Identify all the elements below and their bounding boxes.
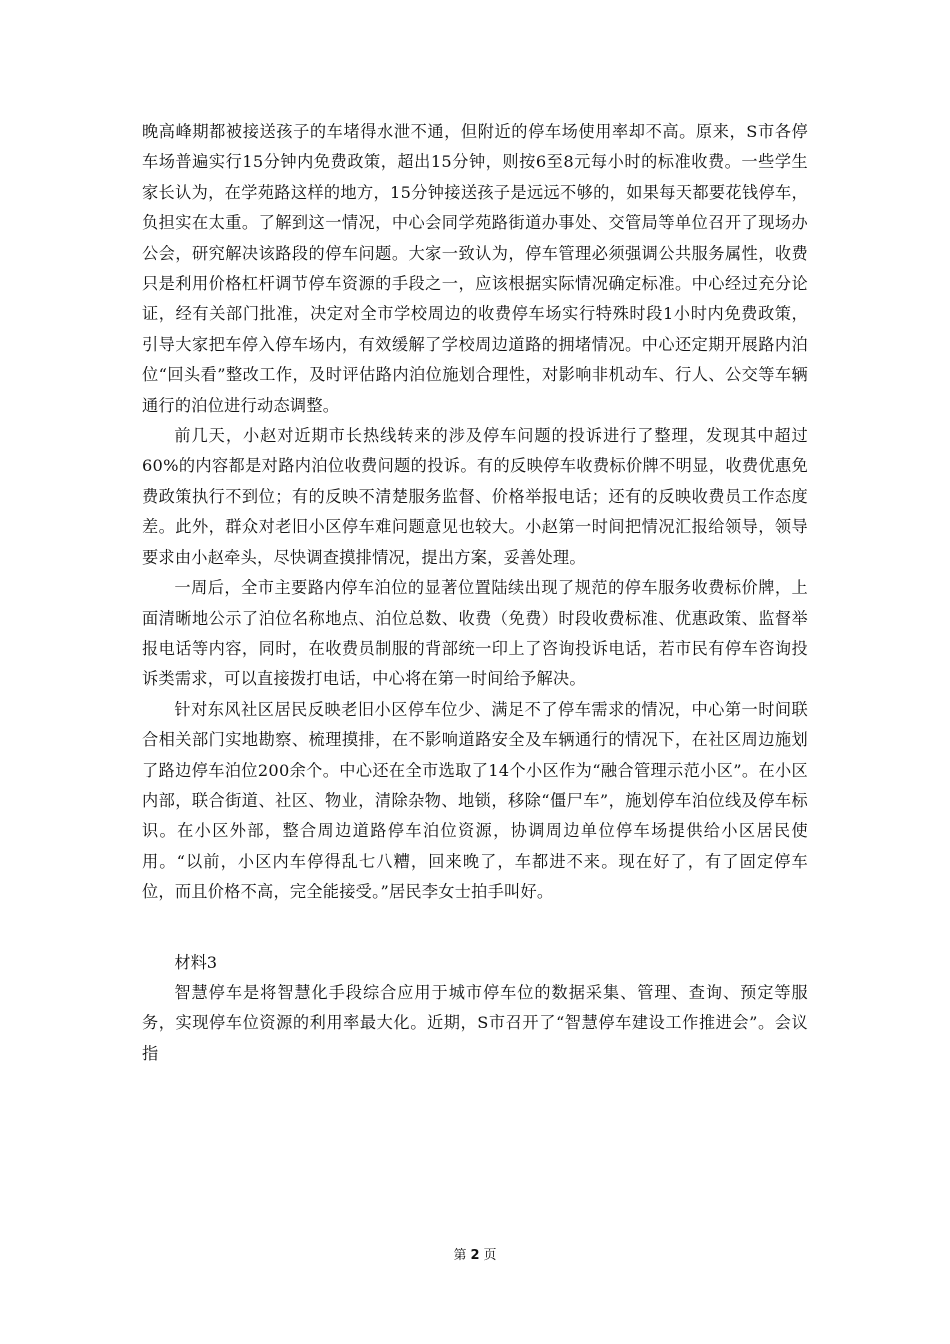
paragraph-old-community: 针对东风社区居民反映老旧小区停车位少、满足不了停车需求的情况，中心第一时间联合相关部门实地勘察、梳理摸排，在不影响道路安全及车辆通行的情况下，在社区周边施划了路边停车泊位200余个。中心还在全市选取了14个小区作为“融合管理示范小区”。在小区内部，联合街道、社区、物业，清除杂物、地锁，移除“僵尸车”，施划停车泊位线及停车标识。在小区外部，整合周边道路停车泊位资源，协调周边单位停车场提供给小区居民使用。“以前，小区内车停得乱七八糟，回来晚了，车都进不来。现在好了，有了固定停车位，而且价格不高，完全能接受。”居民李女士拍手叫好。 bbox=[142, 699, 808, 902]
page-number: 2 bbox=[470, 1248, 480, 1263]
document-body bbox=[142, 117, 808, 1069]
section-spacer bbox=[142, 908, 808, 948]
paragraph-continuation: 晚高峰期都被接送孩子的车堵得水泄不通，但附近的停车场使用率却不高。原来，S市各停车场普遍实行15分钟内免费政策，超出15分钟，则按6至8元每小时的标准收费。一些学生家长认为，在学苑路这样的地方，15分钟接送孩子是远远不够的，如果每天都要花钱停车，负担实在太重。了解到这一情况，中心会同学苑路街道办事处、交管局等单位召开了现场办公会，研究解决该路段的停车问题。大家一致认为，停车管理必须强调公共服务属性，收费只是利用价格杠杆调节停车资源的手段之一，应该根据实际情况确定标准。中心经过充分论证，经有关部门批准，决定对全市学校周边的收费停车场实行特殊时段1小时内免费政策，引导大家把车停入停车场内，有效缓解了学校周边道路的拥堵情况。中心还定期开展路内泊位“回头看”整改工作，及时评估路内泊位施划合理性，对影响非机动车、行人、公交等车辆通行的泊位进行动态调整。 bbox=[142, 122, 808, 415]
paragraph-complaints: 前几天，小赵对近期市长热线转来的涉及停车问题的投诉进行了整理，发现其中超过60%的内容都是对路内泊位收费问题的投诉。有的反映停车收费标价牌不明显，收费优惠免费政策执行不到位；有的反映不清楚服务监督、价格举报电话；还有的反映收费员工作态度差。此外，群众对老旧小区停车难问题意见也较大。小赵第一时间把情况汇报给领导，领导要求由小赵牵头，尽快调查摸排情况，提出方案，妥善处理。 bbox=[142, 426, 808, 567]
page-footer bbox=[0, 1246, 950, 1266]
footer-prefix: 第 bbox=[453, 1248, 467, 1263]
paragraph-price-signs: 一周后，全市主要路内停车泊位的显著位置陆续出现了规范的停车服务收费标价牌，上面清晰地公示了泊位名称地点、泊位总数、收费（免费）时段收费标准、优惠政策、监督举报电话等内容，同时，在收费员制服的背部统一印上了咨询投诉电话，若市民有停车咨询投诉类需求，可以直接拨打电话，中心将在第一时间给予解决。 bbox=[142, 578, 808, 689]
paragraph-smart-parking: 智慧停车是将智慧化手段综合应用于城市停车位的数据采集、管理、查询、预定等服务，实现停车位资源的利用率最大化。近期，S市召开了“智慧停车建设工作推进会”。会议指 bbox=[142, 982, 808, 1063]
section-title: 材料3 bbox=[174, 952, 218, 972]
footer-suffix: 页 bbox=[483, 1248, 497, 1263]
